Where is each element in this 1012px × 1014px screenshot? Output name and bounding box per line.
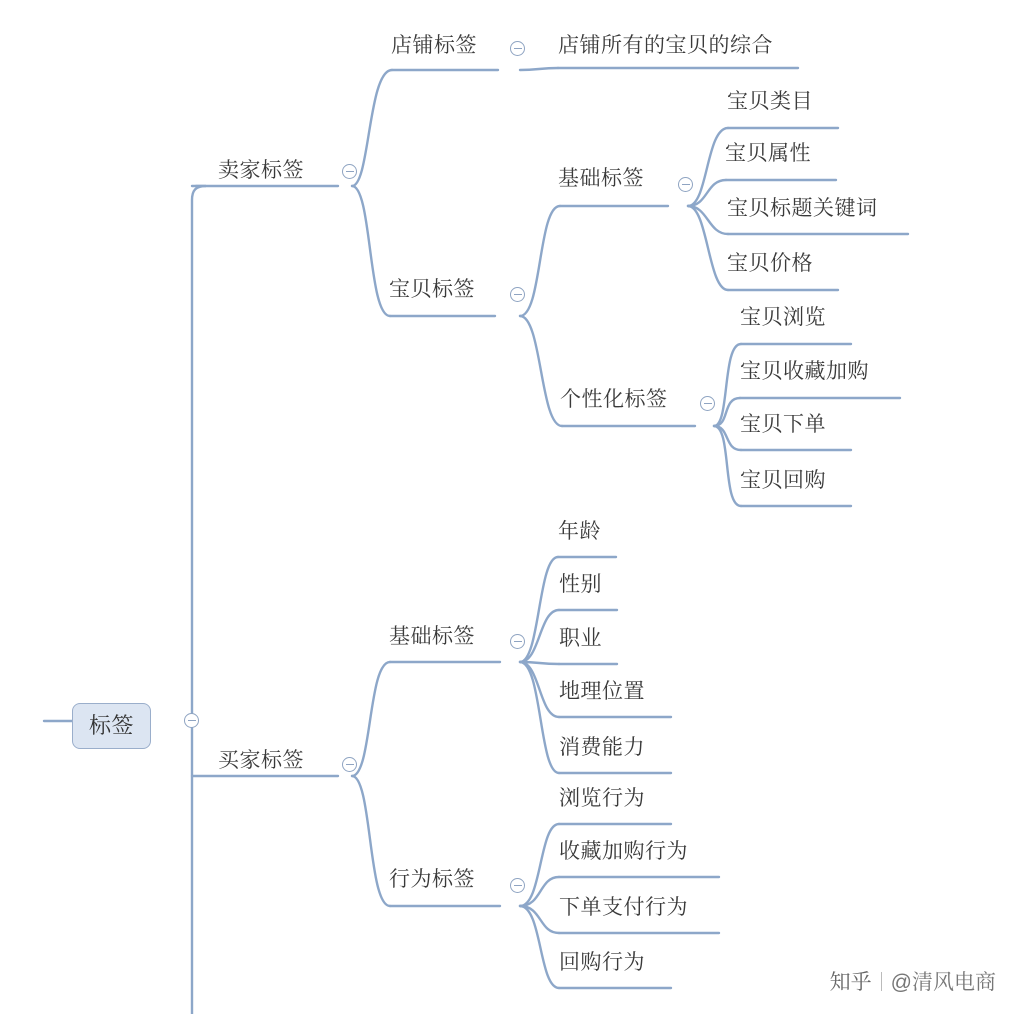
node-item-price-label: 宝贝价格 — [727, 252, 813, 275]
node-item-title-keyword-label: 宝贝标题关键词 — [727, 197, 878, 220]
node-item-repurchase-label: 宝贝回购 — [740, 469, 826, 492]
node-root[interactable] — [72, 703, 151, 749]
node-repurchase-behavior[interactable] — [559, 952, 645, 973]
node-item-favorite-cart-label: 宝贝收藏加购 — [740, 360, 869, 383]
node-shop-all-items-summary-label: 店铺所有的宝贝的综合 — [558, 34, 773, 57]
node-gender-label: 性别 — [559, 573, 602, 596]
collapse-toggle-root[interactable] — [184, 713, 199, 728]
node-browse-behavior-label: 浏览行为 — [559, 787, 645, 810]
node-occupation[interactable] — [559, 628, 602, 649]
node-item-attribute[interactable] — [725, 143, 811, 164]
node-occupation-label: 职业 — [559, 627, 602, 650]
node-buyer-tag-label: 买家标签 — [218, 749, 304, 772]
node-item-order-label: 宝贝下单 — [740, 413, 826, 436]
node-order-payment-behavior-label: 下单支付行为 — [559, 896, 688, 919]
node-age-label: 年龄 — [558, 520, 601, 543]
watermark — [830, 966, 996, 996]
collapse-toggle-item-basic-tag[interactable] — [678, 177, 693, 192]
node-spending-power-label: 消费能力 — [559, 736, 645, 759]
node-item-repurchase[interactable] — [740, 470, 826, 491]
node-buyer-basic-tag[interactable] — [389, 626, 475, 647]
node-item-personalized-tag-label: 个性化标签 — [560, 388, 668, 411]
node-spending-power[interactable] — [559, 737, 645, 758]
watermark-divider — [881, 972, 882, 991]
collapse-toggle-shop-tag[interactable] — [510, 41, 525, 56]
node-item-personalized-tag[interactable] — [560, 389, 668, 410]
node-favorite-cart-behavior-label: 收藏加购行为 — [559, 840, 688, 863]
node-item-tag-label: 宝贝标签 — [389, 278, 475, 301]
node-seller-tag[interactable] — [218, 160, 304, 181]
zhihu-logo: 知乎 — [829, 971, 872, 994]
node-item-order[interactable] — [740, 414, 826, 435]
node-repurchase-behavior-label: 回购行为 — [559, 951, 645, 974]
collapse-toggle-buyer-tag[interactable] — [342, 757, 357, 772]
node-browse-behavior[interactable] — [559, 788, 645, 809]
node-shop-all-items-summary[interactable] — [558, 35, 773, 56]
node-shop-tag[interactable] — [391, 35, 477, 56]
node-item-favorite-cart[interactable] — [740, 361, 869, 382]
collapse-toggle-seller-tag[interactable] — [342, 164, 357, 179]
node-shop-tag-label: 店铺标签 — [391, 34, 477, 57]
node-item-browse-label: 宝贝浏览 — [740, 306, 826, 329]
watermark-author: @清风电商 — [890, 971, 996, 994]
node-location[interactable] — [559, 681, 645, 702]
node-age[interactable] — [558, 521, 601, 542]
collapse-toggle-item-personalized-tag[interactable] — [700, 396, 715, 411]
node-order-payment-behavior[interactable] — [559, 897, 688, 918]
node-item-price[interactable] — [727, 253, 813, 274]
node-buyer-basic-tag-label: 基础标签 — [389, 625, 475, 648]
node-location-label: 地理位置 — [559, 680, 645, 703]
node-item-category-label: 宝贝类目 — [727, 90, 813, 113]
collapse-toggle-buyer-basic-tag[interactable] — [510, 634, 525, 649]
node-root-label: 标签 — [89, 713, 135, 738]
node-item-browse[interactable] — [740, 307, 826, 328]
node-item-category[interactable] — [727, 91, 813, 112]
collapse-toggle-buyer-behavior-tag[interactable] — [510, 878, 525, 893]
node-buyer-behavior-tag-label: 行为标签 — [389, 868, 475, 891]
collapse-toggle-item-tag[interactable] — [510, 287, 525, 302]
node-buyer-tag[interactable] — [218, 750, 304, 771]
node-gender[interactable] — [559, 574, 602, 595]
node-buyer-behavior-tag[interactable] — [389, 869, 475, 890]
node-item-basic-tag-label: 基础标签 — [558, 167, 644, 190]
node-favorite-cart-behavior[interactable] — [559, 841, 688, 862]
node-item-tag[interactable] — [389, 279, 475, 300]
node-seller-tag-label: 卖家标签 — [218, 159, 304, 182]
node-item-attribute-label: 宝贝属性 — [725, 142, 811, 165]
node-item-title-keyword[interactable] — [727, 198, 878, 219]
node-item-basic-tag[interactable] — [558, 168, 644, 189]
